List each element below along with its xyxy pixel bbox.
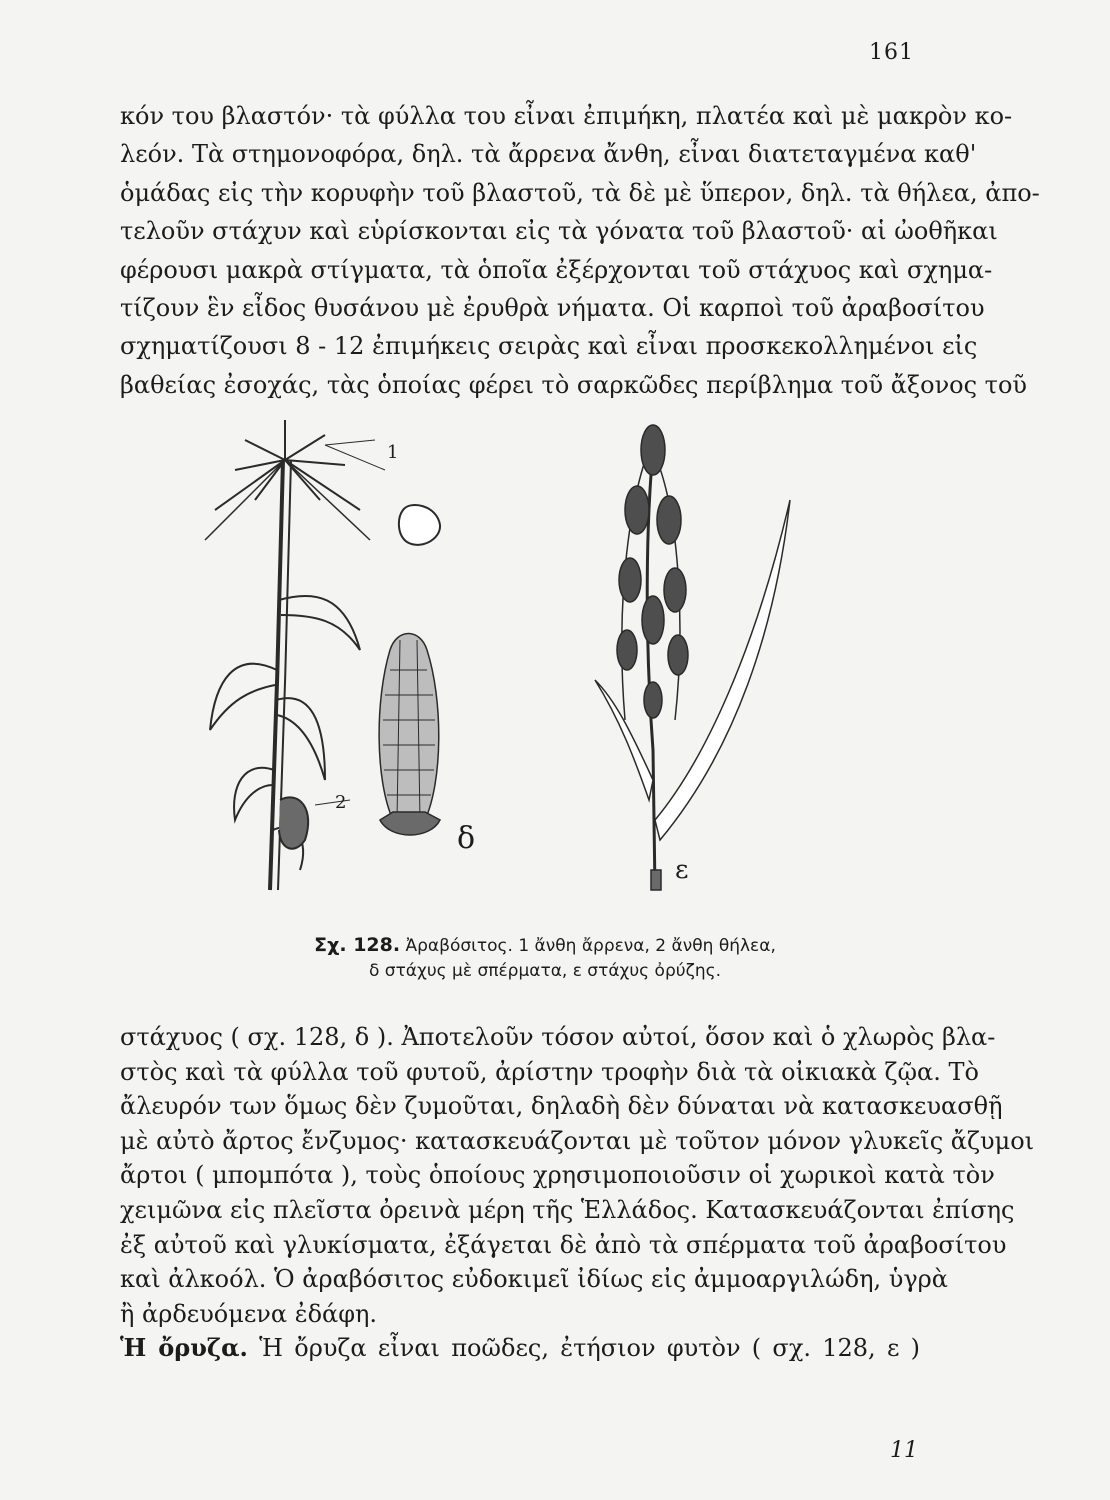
text-line: ὁμάδας εἰς τὴν κορυφὴν τοῦ βλαστοῦ, τὰ δὲ μὲ ὕπερον, δηλ. τὰ θήλεα, ἀπο- [120, 178, 1040, 207]
text-line: ἐξ αὐτοῦ καὶ γλυκίσματα, ἐξάγεται δὲ ἀπὸ τὰ σπέρματα τοῦ ἀραβοσίτου [120, 1230, 1007, 1259]
text-line: ἄλευρόν των ὅμως δὲν ζυμοῦται, δηλαδὴ δὲν δύναται νὰ κατασκευασθῇ [120, 1092, 1003, 1121]
text-line: κόν του βλαστόν· τὰ φύλλα του εἶναι ἐπιμήκη, πλατέα καὶ μὲ μακρὸν κο- [120, 102, 1013, 130]
page-number: 161 [869, 40, 914, 65]
text-line: φέρουσι μακρὰ στίγματα, τὰ ὁποῖα ἐξέρχονται τοῦ στάχυος καὶ σχημα- [120, 255, 993, 284]
text-line: στάχυος ( σχ. 128, δ ). Ἀποτελοῦν τόσον αὐτοί, ὅσον καὶ ὁ χλωρὸς βλα- [120, 1023, 996, 1051]
figure-caption-line-2 [150, 959, 940, 984]
figure-caption-line-1 [150, 933, 940, 959]
text-line: ἢ ἀρδευόμενα ἐδάφη. [120, 1299, 378, 1328]
text-line: καὶ ἀλκοόλ. Ὁ ἀραβόσιτος εὐδοκιμεῖ ἰδίως εἰς ἀμμοαργιλώδη, ὑγρὰ [120, 1265, 948, 1294]
paragraph-top [120, 97, 1040, 404]
caption-text: δ στάχυς μὲ σπέρματα, ε στάχυς ὀρύζης. [368, 961, 721, 981]
figure-reference: Σχ. 128. [314, 934, 401, 956]
label-one: 1 [387, 442, 399, 463]
text-line: ἄρτοι ( μπομπότα ), τοὺς ὁποίους χρησιμοποιοῦσιν οἱ χωρικοὶ κατὰ τὸν [120, 1161, 995, 1190]
text-line: τελοῦν στάχυν καὶ εὑρίσκονται εἰς τὰ γόνατα τοῦ βλαστοῦ· αἱ ὠοθῆκαι [120, 217, 998, 246]
figure-maize-rice [175, 400, 875, 910]
label-epsilon: ε [675, 855, 689, 885]
text-line: τίζουν ἓν εἶδος θυσάνου μὲ ἐρυθρὰ νήματα. Οἱ καρποὶ τοῦ ἀραβοσίτου [120, 294, 985, 323]
section-term: Ἡ ὄρυζα. [120, 1333, 248, 1363]
text-line: χειμῶνα εἰς πλεῖστα ὀρεινὰ μέρη τῆς Ἑλλάδος. Κατασκευάζονται ἐπίσης [120, 1195, 1015, 1224]
text-line: λεόν. Τὰ στημονοφόρα, δηλ. τὰ ἄρρενα ἄνθη, εἶναι διατεταγμένα καθ' [120, 140, 977, 169]
maize-ear-drawing [379, 634, 440, 836]
paragraph-bottom [120, 1020, 1035, 1366]
label-two: 2 [335, 792, 347, 813]
caption-text: Ἀραβόσιτος. 1 ἄνθη ἄρρενα, 2 ἄνθη θήλεα, [405, 936, 776, 956]
maize-plant-drawing [205, 420, 385, 890]
text-line: βαθείας ἐσοχάς, τὰς ὁποίας φέρει τὸ σαρκῶδες περίβλημα τοῦ ἄξονος τοῦ [120, 370, 1027, 399]
text-line: μὲ αὐτὸ ἄρτος ἔνζυμος· κατασκευάζονται μὲ τοῦτον μόνον γλυκεῖς ἄζυμοι [120, 1126, 1035, 1155]
rice-plant-drawing [595, 425, 790, 890]
text-line: στὸς καὶ τὰ φύλλα τοῦ φυτοῦ, ἀρίστην τροφὴν διὰ τὰ οἰκιακὰ ζῷα. Τὸ [120, 1057, 979, 1086]
signature-number: 11 [890, 1438, 918, 1463]
section-text: Ἡ ὄρυζα εἶναι ποῶδες, ἐτήσιον φυτὸν ( σχ. 128, ε ) [247, 1334, 921, 1363]
figure-illustration [175, 400, 875, 910]
text-line-rice [120, 1331, 920, 1366]
label-delta: δ [457, 821, 476, 856]
seed-drawing [399, 505, 440, 545]
text-line: σχηματίζουσι 8 - 12 ἐπιμήκεις σειρὰς καὶ εἶναι προσκεκολλημένοι εἰς [120, 332, 978, 361]
